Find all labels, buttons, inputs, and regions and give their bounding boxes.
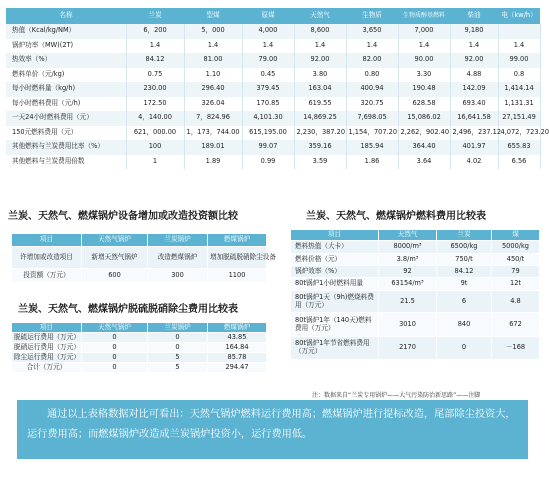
table-cell: 2,262，902.40 xyxy=(398,126,450,141)
table-cell: 401.97 xyxy=(450,140,498,155)
table-cell: 63154/m³ xyxy=(379,278,437,291)
table-cell: 600 xyxy=(82,269,148,283)
table-cell: 84.12 xyxy=(437,266,492,278)
row-label: 其他燃料与兰炭费用倍数 xyxy=(6,155,126,170)
fuel-comparison-table xyxy=(6,8,549,169)
table-cell: －168 xyxy=(492,337,540,360)
table-cell: 300 xyxy=(148,269,208,283)
table-cell: 163.04 xyxy=(294,82,346,97)
row-label: 燃料价格（元） xyxy=(291,254,379,266)
column-header: 型煤 xyxy=(184,8,242,24)
table-cell: 615,195.00 xyxy=(242,126,294,141)
table-cell: 81.00 xyxy=(184,53,242,68)
column-header: 天然气锅炉 xyxy=(82,234,148,247)
table-cell: 92.00 xyxy=(450,53,498,68)
table-cell: 82.00 xyxy=(346,53,398,68)
table-cell: 3.8/m³ xyxy=(379,254,437,266)
table-cell: 5，000 xyxy=(184,24,242,39)
column-header: 燃煤锅炉 xyxy=(208,323,267,333)
table-cell: 2,496，237.12 xyxy=(450,126,498,141)
table-cell: 1.4 xyxy=(450,39,498,54)
column-header: 柴油 xyxy=(450,8,498,24)
column-header: 煤 xyxy=(492,230,540,241)
conclusion-text: 通过以上表格数据对比可看出：天然气锅炉燃料运行费用高；燃煤锅炉进行提标改造，尾部除尘投资大，运行费用高；而燃煤锅炉改造成兰炭锅炉投资小，运行费用低。 xyxy=(27,409,516,440)
table-cell: 6500/kg xyxy=(437,241,492,254)
table-cell: 172.50 xyxy=(126,97,184,112)
table-cell: 3010 xyxy=(379,313,437,337)
table-cell: 1100 xyxy=(208,269,267,283)
fuel-cost-section-title: 兰炭、天然气、燃煤锅炉燃料费用比较表 xyxy=(306,211,486,222)
table-cell: 3.30 xyxy=(398,68,450,83)
row-label: 热值（Kcal/kg/NM） xyxy=(6,24,126,39)
table-cell: 99.07 xyxy=(242,140,294,155)
table-cell: 672 xyxy=(492,313,540,337)
table-cell: 1.4 xyxy=(398,39,450,54)
desulfurization-table xyxy=(11,322,267,373)
table-row xyxy=(291,266,540,278)
table-cell: 1.4 xyxy=(184,39,242,54)
row-label: 每小时燃料费用（元/h) xyxy=(6,97,126,112)
table-cell: 9t xyxy=(437,278,492,291)
table-cell: 4，140.00 xyxy=(126,111,184,126)
table-cell: 1 xyxy=(126,155,184,170)
row-label: 80t锅炉1年节省燃料费用（万元） xyxy=(291,337,379,360)
table-cell: 5000/kg xyxy=(492,241,540,254)
table-cell: 6 xyxy=(437,291,492,313)
table-cell: 79.00 xyxy=(242,53,294,68)
row-label: 80t锅炉1小时燃料用量 xyxy=(291,278,379,291)
table-row xyxy=(6,97,540,112)
table-row xyxy=(6,126,540,141)
row-label: 80t锅炉1年（140天)燃料费用（万元） xyxy=(291,313,379,337)
table-cell: 4,072，723.20 xyxy=(498,126,540,141)
table-cell: 750/t xyxy=(437,254,492,266)
column-header: 燃煤锅炉 xyxy=(208,234,267,247)
row-label: 其他燃料与兰炭费用比率（%） xyxy=(6,140,126,155)
table-cell: 92 xyxy=(379,266,437,278)
table-cell: 2170 xyxy=(379,337,437,360)
table-cell: 1.10 xyxy=(184,68,242,83)
conclusion-banner xyxy=(17,400,528,459)
row-label: 锅炉效率（%） xyxy=(291,266,379,278)
row-label: 热效率（%） xyxy=(6,53,126,68)
table-row xyxy=(12,343,267,353)
column-header: 项目 xyxy=(12,234,82,247)
table-cell xyxy=(498,24,540,39)
table-cell: 7,000 xyxy=(398,24,450,39)
table-cell: 4,101.30 xyxy=(242,111,294,126)
table-cell: 100 xyxy=(126,140,184,155)
table-row xyxy=(6,24,540,39)
column-header: 天然气锅炉 xyxy=(82,323,148,333)
table-cell: 1.4 xyxy=(294,39,346,54)
table-cell: 190.48 xyxy=(398,82,450,97)
row-label: 除尘运行费用（万元） xyxy=(12,353,82,363)
table-cell: 170.85 xyxy=(242,97,294,112)
column-header: 生物质 xyxy=(346,8,398,24)
table-row xyxy=(12,247,267,269)
table-cell: 6，200 xyxy=(126,24,184,39)
column-header: 项目 xyxy=(291,230,379,241)
table-row xyxy=(291,291,540,313)
table-cell: 90.00 xyxy=(398,53,450,68)
desulfurization-section-title: 兰炭、天然气、燃煤锅炉脱硫脱硝除尘费用比较表 xyxy=(18,304,238,315)
table-cell: 450/t xyxy=(492,254,540,266)
table-cell: 619.55 xyxy=(294,97,346,112)
table-row xyxy=(6,111,540,126)
fuel-cost-table xyxy=(290,229,540,360)
table-cell: 0 xyxy=(148,333,208,343)
table-cell: 0 xyxy=(82,343,148,353)
table-cell: 1.4 xyxy=(242,39,294,54)
table-cell: 85.78 xyxy=(208,353,267,363)
table-row xyxy=(6,82,540,97)
table-cell: 1.4 xyxy=(346,39,398,54)
table-cell: 43.85 xyxy=(208,333,267,343)
table-cell: 8,600 xyxy=(294,24,346,39)
table-row xyxy=(12,363,267,373)
table-cell: 655.83 xyxy=(498,140,540,155)
table-row xyxy=(6,140,540,155)
table-cell: 3.59 xyxy=(294,155,346,170)
table-cell: 400.94 xyxy=(346,82,398,97)
table-cell: 1,154，707.20 xyxy=(346,126,398,141)
table-cell: 326.04 xyxy=(184,97,242,112)
table-row xyxy=(12,353,267,363)
table-cell: 1,131.31 xyxy=(498,97,540,112)
column-header: 电（kw/h） xyxy=(498,8,540,24)
column-header: 原煤 xyxy=(242,8,294,24)
table-cell: 92.00 xyxy=(294,53,346,68)
table-cell: 185.94 xyxy=(346,140,398,155)
row-label: 80t锅炉1天（9h)燃烧料费用（万元） xyxy=(291,291,379,313)
table-cell: 0 xyxy=(148,343,208,353)
table-row xyxy=(291,278,540,291)
table-header-row xyxy=(12,323,267,333)
column-header: 兰炭锅炉 xyxy=(148,234,208,247)
table-cell: 12t xyxy=(492,278,540,291)
column-header: 生物质醇基燃料 xyxy=(398,8,450,24)
table-cell: 1.4 xyxy=(498,39,540,54)
table-cell: 693.40 xyxy=(450,97,498,112)
table-cell: 79 xyxy=(492,266,540,278)
table-cell: 7,698.05 xyxy=(346,111,398,126)
table-cell: 0.8 xyxy=(498,68,540,83)
table-row xyxy=(291,254,540,266)
row-label: 合计（万元） xyxy=(12,363,82,373)
table-cell: 5 xyxy=(148,353,208,363)
row-label: 投资额（万元） xyxy=(12,269,82,283)
table-cell: 0.75 xyxy=(126,68,184,83)
table-cell: 1.86 xyxy=(346,155,398,170)
table-cell: 164.84 xyxy=(208,343,267,353)
table-cell: 1.89 xyxy=(184,155,242,170)
table-cell: 0 xyxy=(82,363,148,373)
column-header: 兰炭 xyxy=(437,230,492,241)
column-header: 项目 xyxy=(12,323,82,333)
table-cell: 142.09 xyxy=(450,82,498,97)
table-row xyxy=(291,337,540,360)
table-cell: 3.64 xyxy=(398,155,450,170)
table-header-row xyxy=(12,234,267,247)
table-cell: 99.00 xyxy=(498,53,540,68)
table-cell: 21.5 xyxy=(379,291,437,313)
column-header: 名称 xyxy=(6,8,126,24)
table-header-row xyxy=(6,8,540,24)
table-cell: 15,086.02 xyxy=(398,111,450,126)
table-cell: 新增天然气锅炉 xyxy=(82,247,148,269)
table-cell: 628.58 xyxy=(398,97,450,112)
table-cell: 0 xyxy=(82,333,148,343)
table-cell: 0.99 xyxy=(242,155,294,170)
table-cell: 27,151.49 xyxy=(498,111,540,126)
table-cell: 320.75 xyxy=(346,97,398,112)
source-note: 注：数据来自“兰炭专用锅炉——大气污染防治新思路”——注脚 xyxy=(312,392,481,399)
table-cell: 3.80 xyxy=(294,68,346,83)
table-cell: 4,000 xyxy=(242,24,294,39)
table-cell: 1,414.14 xyxy=(498,82,540,97)
table-cell: 4.88 xyxy=(450,68,498,83)
table-cell: 1，173，744.00 xyxy=(184,126,242,141)
row-label: 许增加或改造项目 xyxy=(12,247,82,269)
table-cell: 0 xyxy=(437,337,492,360)
table-cell: 14,869.25 xyxy=(294,111,346,126)
table-row xyxy=(6,68,540,83)
table-row xyxy=(6,39,540,54)
table-cell: 增加脱硫脱硝除尘设备 xyxy=(208,247,267,269)
table-row xyxy=(12,333,267,343)
table-cell: 1.4 xyxy=(126,39,184,54)
table-cell: 296.40 xyxy=(184,82,242,97)
row-label: 燃料热值（大卡） xyxy=(291,241,379,254)
row-label: 一天24小时燃料费用（元） xyxy=(6,111,126,126)
column-header: 天然气 xyxy=(294,8,346,24)
table-cell: 3,650 xyxy=(346,24,398,39)
row-label: 脱硫运行费用（万元） xyxy=(12,333,82,343)
table-cell: 84.12 xyxy=(126,53,184,68)
table-cell: 294.47 xyxy=(208,363,267,373)
table-row xyxy=(12,269,267,283)
table-cell: 230.00 xyxy=(126,82,184,97)
row-label: 锅炉功率（MW)(2T) xyxy=(6,39,126,54)
table-cell: 5 xyxy=(148,363,208,373)
table-cell: 840 xyxy=(437,313,492,337)
column-header: 天然气 xyxy=(379,230,437,241)
table-cell: 9,180 xyxy=(450,24,498,39)
investment-table xyxy=(11,233,276,283)
table-cell: 改造燃煤锅炉 xyxy=(148,247,208,269)
table-row xyxy=(6,155,540,170)
row-label: 150元燃料费用（元） xyxy=(6,126,126,141)
table-cell: 0.45 xyxy=(242,68,294,83)
table-cell: 189.01 xyxy=(184,140,242,155)
table-cell: 364.40 xyxy=(398,140,450,155)
table-cell: 4.02 xyxy=(450,155,498,170)
table-cell: 0.80 xyxy=(346,68,398,83)
table-cell: 2,230，387.20 xyxy=(294,126,346,141)
table-row xyxy=(291,241,540,254)
table-cell: 621，000.00 xyxy=(126,126,184,141)
table-row xyxy=(6,53,540,68)
table-cell: 7，824.96 xyxy=(184,111,242,126)
table-header-row xyxy=(291,230,540,241)
row-label: 每小时燃料量（kg/h) xyxy=(6,82,126,97)
row-label: 脱硝运行费用（万元） xyxy=(12,343,82,353)
table-cell: 359.16 xyxy=(294,140,346,155)
table-cell: 8000/m³ xyxy=(379,241,437,254)
table-cell: 6.56 xyxy=(498,155,540,170)
investment-section-title: 兰炭、天然气、燃煤锅炉设备增加或改造投资额比较 xyxy=(8,211,238,222)
table-cell: 4.8 xyxy=(492,291,540,313)
row-label: 燃料单价（元/kg) xyxy=(6,68,126,83)
table-cell: 379.45 xyxy=(242,82,294,97)
table-cell: 16,641.58 xyxy=(450,111,498,126)
column-header: 兰炭锅炉 xyxy=(148,323,208,333)
column-header: 兰炭 xyxy=(126,8,184,24)
table-row xyxy=(291,313,540,337)
table-cell: 0 xyxy=(82,353,148,363)
